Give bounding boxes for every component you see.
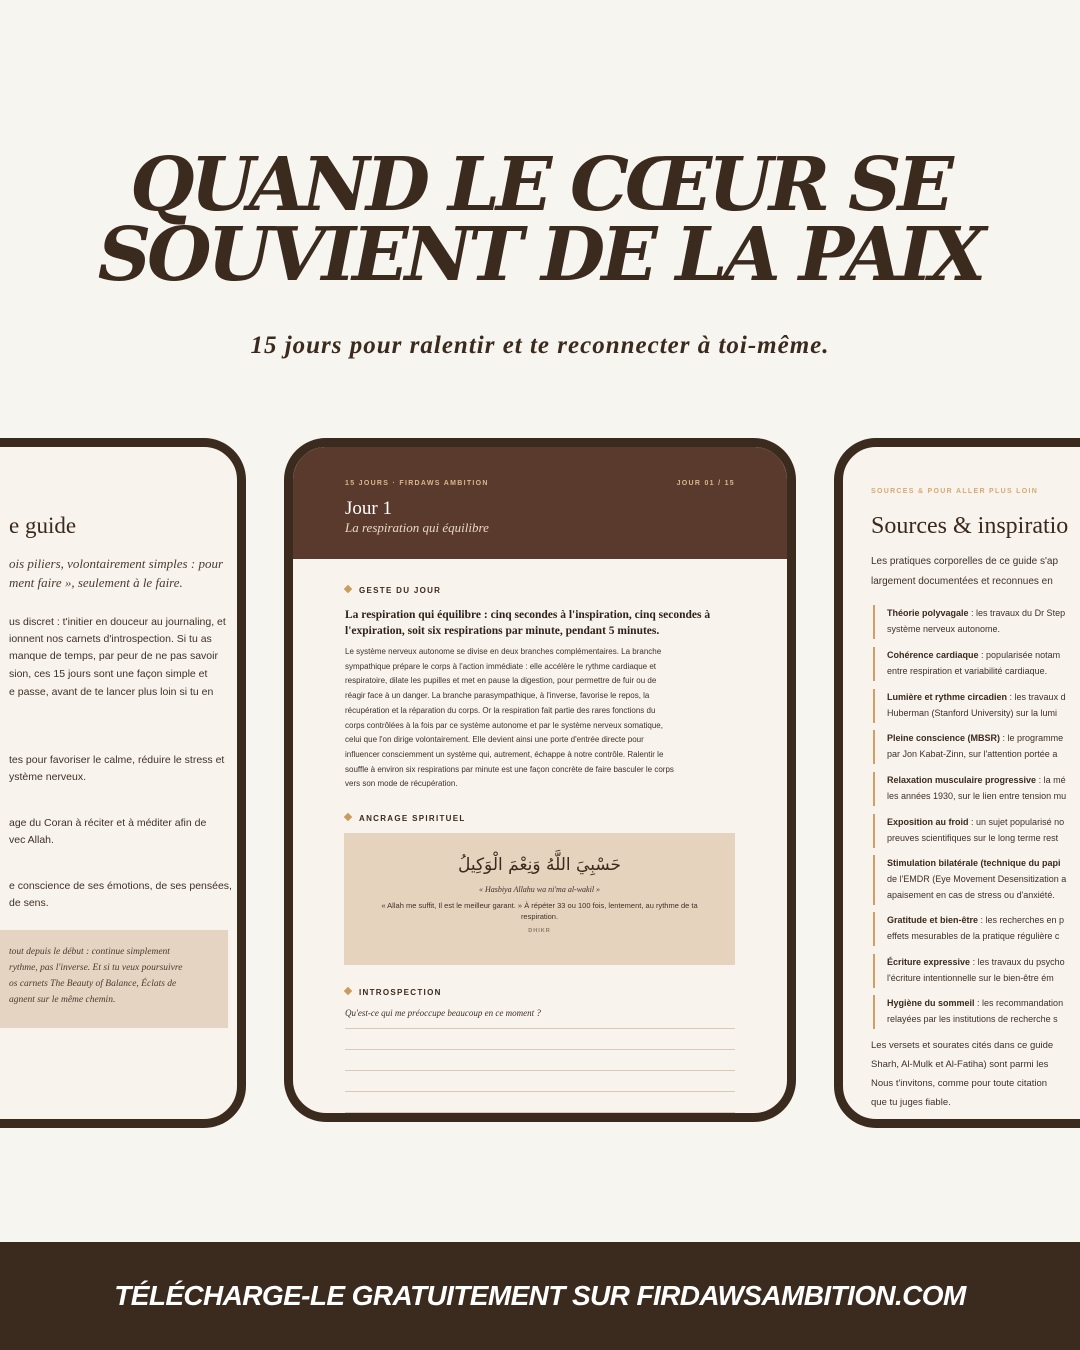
source-item-text: preuves scientifiques sur le long terme rest	[887, 833, 1059, 843]
body-line: sympathique prépare le corps à l'action immédiate : elle accélère le rythme cardiaque et	[345, 661, 657, 671]
source-item	[873, 605, 1080, 639]
lead-text: La respiration qui équilibre : cinq secondes à l'inspiration, cinq secondes à l'expiration, soit six respirations par minute, pendant 5 minutes.	[345, 609, 711, 637]
left-text-line: vec Allah.	[9, 834, 54, 846]
diamond-icon	[344, 813, 352, 821]
left-box-line: os carnets The Beauty of Balance, Éclats de	[9, 979, 177, 989]
writing-line[interactable]	[345, 1112, 735, 1113]
dhikr-label: DHIKR	[528, 928, 551, 934]
day-subtitle: La respiration qui équilibre	[345, 520, 489, 535]
tablet-right	[834, 438, 1080, 1128]
source-item-title: Pleine conscience (MBSR)	[887, 733, 1001, 743]
sources-intro-line: largement documentées et reconnues en	[871, 576, 1053, 587]
diamond-icon	[344, 585, 352, 593]
source-item-text: : les recommandation	[974, 998, 1064, 1008]
sources-outro-line: Nous t'invitons, comme pour toute citation	[871, 1078, 1048, 1089]
left-box-line: agnent sur le même chemin.	[9, 995, 116, 1005]
body-text	[345, 645, 739, 792]
sources-intro-line: Les pratiques corporelles de ce guide s'ap	[871, 556, 1059, 567]
left-text-line: manque de temps, par peur de ne pas savoir	[9, 650, 218, 662]
section-label: ANCRAGE SPIRITUEL	[359, 814, 466, 823]
left-page-heading: e guide	[9, 513, 77, 538]
source-item	[873, 689, 1080, 723]
source-item-text: : la mé	[1036, 775, 1066, 785]
source-item-text: système nerveux autonome.	[887, 624, 1001, 634]
left-text-line: de sens.	[9, 897, 49, 909]
source-item-title: Théorie polyvagale	[887, 608, 969, 618]
writing-line[interactable]	[345, 1091, 735, 1092]
section-introspection	[345, 988, 442, 997]
left-page	[0, 447, 237, 1119]
left-text-line: us discret : t'initier en douceur au journaling, et	[9, 616, 226, 628]
source-item-title: Cohérence cardiaque	[887, 650, 979, 660]
source-item-text: : le programme	[1000, 733, 1064, 743]
left-text-line: age du Coran à réciter et à méditer afin de	[9, 817, 207, 829]
body-line: vers son mode de récupération.	[345, 779, 458, 789]
main-title	[0, 142, 1080, 298]
source-item-title: Relaxation musculaire progressive	[887, 775, 1037, 785]
source-item-title: Hygiène du sommeil	[887, 998, 975, 1008]
dhikr-box	[344, 833, 735, 965]
source-item	[873, 730, 1080, 764]
left-text-line: ystème nerveux.	[9, 771, 87, 783]
body-line: Le système nerveux autonome se divise en deux branches complémentaires. La branche	[345, 647, 662, 656]
body-line: influencer consciemment un système qui, autrement, échappe à notre contrôle. Ralentir le	[345, 749, 664, 759]
source-item-title: Stimulation bilatérale (technique du papi	[887, 858, 1061, 868]
tablet-left	[0, 438, 246, 1128]
header-meta-right: JOUR 01 / 15	[676, 480, 735, 487]
left-intro-line: ois piliers, volontairement simples : pour	[9, 556, 224, 571]
source-item-text: : popularisée notam	[978, 650, 1061, 660]
source-item	[873, 995, 1080, 1029]
source-item-title: Exposition au froid	[887, 817, 969, 827]
source-item-text: effets mesurables de la pratique régulière c	[887, 931, 1060, 941]
arabic-verse: حَسْبِيَ اللَّهُ وَنِعْمَ الْوَكِيلُ	[457, 855, 622, 875]
download-cta[interactable]: TÉLÉCHARGE-LE GRATUITEMENT SUR FIRDAWSAMBITION.COM	[114, 1280, 966, 1311]
tablet-center	[284, 438, 796, 1122]
source-item	[873, 814, 1080, 848]
body-line: réagir face à un danger. La branche parasympathique, à l'inverse, favorise le repos, la	[345, 691, 650, 701]
source-item-text: de l'EMDR (Eye Movement Desensitization a	[887, 874, 1067, 884]
section-label: INTROSPECTION	[359, 988, 442, 997]
title-line-2: SOUVIENT DE LA PAIX	[97, 212, 983, 298]
body-line: corps contrôlées à la fois par ce système autonome et par le système nerveux somatique,	[345, 720, 663, 730]
footer-banner	[0, 1242, 1080, 1350]
source-item-text: : un sujet popularisé no	[968, 817, 1065, 827]
writing-line[interactable]	[345, 1070, 735, 1071]
source-item	[873, 772, 1080, 806]
body-line: récupération et la réparation du corps. Or la respiration fait partie des rares fonctions du	[345, 705, 656, 715]
left-text-line: e passe, avant de te lancer plus loin si tu en	[9, 686, 214, 698]
title-line-1: QUAND LE CŒUR SE	[130, 142, 950, 228]
section-label: GESTE DU JOUR	[359, 586, 442, 595]
source-item	[873, 954, 1080, 988]
introspection-question: Qu'est-ce qui me préoccupe beaucoup en ce moment ?	[345, 1008, 541, 1018]
source-item	[873, 647, 1080, 681]
source-item	[873, 855, 1080, 905]
source-item-text: : les travaux d	[1007, 692, 1066, 702]
source-item-text: l'écriture intentionnelle sur le bien-être ém	[887, 973, 1054, 983]
sources-outro-line: Sharh, Al-Mulk et Al-Fatiha) sont parmi les	[871, 1059, 1049, 1070]
sources-outro-line: Les versets et sourates cités dans ce guide	[871, 1040, 1054, 1051]
body-line: celui que l'on dirige volontairement. Elle devient ainsi une porte d'entrée directe pour	[345, 735, 644, 745]
subtitle: 15 jours pour ralentir et te reconnecter à toi-même.	[250, 332, 830, 359]
section-ancrage	[345, 814, 466, 823]
source-item-title: Écriture expressive	[887, 957, 971, 967]
source-item-text: : les travaux du psycho	[970, 957, 1065, 967]
source-item-text: par Jon Kabat-Zinn, sur l'attention portée a	[887, 749, 1058, 759]
header-meta-left: 15 JOURS · FIRDAWS AMBITION	[345, 480, 489, 487]
diamond-icon	[344, 987, 352, 995]
left-text-line: e conscience de ses émotions, de ses pensées,	[9, 880, 232, 892]
source-item-text: les années 1930, sur le lien entre tension mu	[887, 791, 1067, 801]
source-item-text: apaisement en cas de stress ou d'anxiété.	[887, 890, 1055, 900]
left-intro-line: ment faire », seulement à le faire.	[9, 575, 183, 590]
left-box-line: tout depuis le début : continue simplement	[9, 947, 170, 957]
left-text-line: ionnent nos carnets d'introspection. Si tu as	[9, 633, 212, 645]
left-text-line: tes pour favoriser le calme, réduire le stress et	[9, 754, 225, 766]
body-line: souffle à environ six respirations par minute est une façon concrète de faire basculer le corps	[345, 764, 674, 774]
section-geste	[345, 586, 441, 595]
sources-meta: SOURCES & POUR ALLER PLUS LOIN	[871, 488, 1039, 495]
source-item-text: : les recherches en p	[978, 915, 1065, 925]
day-title: Jour 1	[345, 498, 392, 519]
writing-line[interactable]	[345, 1049, 735, 1050]
source-item-text: Huberman (Stanford University) sur la lumi	[887, 708, 1058, 718]
translation: « Allah me suffit, Il est le meilleur garant. » À répéter 33 ou 100 fois, lentement, au rythme de ta respiration.	[381, 901, 698, 921]
transliteration: « Hasbiya Allahu wa ni'ma al-wakil »	[478, 885, 601, 894]
left-box-line: rythme, pas l'inverse. Et si tu veux poursuivre	[9, 963, 183, 973]
writing-line[interactable]	[345, 1028, 735, 1029]
source-item-text: : les travaux du Dr Step	[968, 608, 1066, 618]
left-tip-box	[0, 930, 228, 1028]
source-item-text: entre respiration et variabilité cardiaque.	[887, 666, 1048, 676]
left-text-line: sion, ces 15 jours sont une façon simple et	[9, 668, 208, 680]
source-item-title: Lumière et rythme circadien	[887, 692, 1008, 702]
body-line: respiratoire, dilate les pupilles et met en pause la digestion, pour permettre de fuir ou de	[345, 676, 657, 686]
sources-outro-line: que tu juges fiable.	[871, 1097, 951, 1108]
source-item-text: relayées par les institutions de recherche s	[887, 1014, 1058, 1024]
source-item-title: Gratitude et bien-être	[887, 915, 979, 925]
source-item	[873, 912, 1080, 946]
day-header	[293, 447, 787, 559]
sources-title: Sources & inspiratio	[871, 513, 1069, 539]
